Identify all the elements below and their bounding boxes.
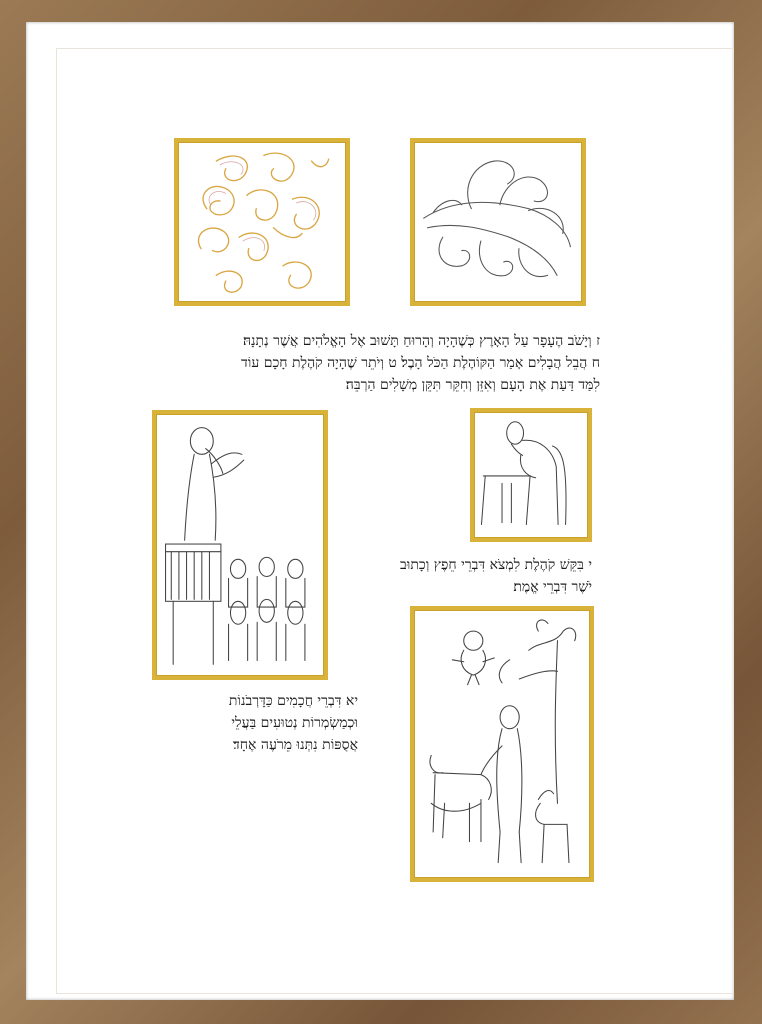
verse-10-text-1: י בִּקֵּשׁ קֹהֶלֶת לִמְצֹא דִּבְרֵי חֵפֶץ וְכָתוּב: [400, 557, 592, 573]
verse-9-continuation-line: [346, 374, 600, 396]
shepherd-drawing: [414, 610, 590, 878]
verse-11-line-1: [229, 690, 358, 712]
verse-7-text: ז וְיָשֹׁב הֶעָפָר עַל הָאָרֶץ כְּשֶׁהָיָה וְהָרוּחַ תָּשׁוּב אֶל הָאֱלֹהִים אֲשֶׁר נְתָנָהּ׃: [242, 333, 600, 349]
verse-10-line-2: [513, 576, 592, 598]
wind-swirls-drawing: [414, 142, 582, 302]
panel-golden-swirls: [174, 138, 350, 306]
verse-10-line-1: [400, 554, 592, 576]
verse-10-text-2: יֹשֶׁר דִּבְרֵי אֱמֶת׃: [513, 579, 592, 595]
verse-9-continuation-text: לִמַּד דַּעַת אֶת הָעָם וְאִזֵּן וְחִקֵּר תִּקֵּן מְשָׁלִים הַרְבֵּה׃: [345, 377, 600, 393]
panel-wind-swirls: [410, 138, 586, 306]
verse-7-line: [243, 330, 600, 352]
verse-11-text-2: וּכְמַשְׂמְרוֹת נְטוּעִים בַּעֲלֵי: [231, 715, 358, 731]
preacher-drawing: [156, 414, 324, 676]
scribe-drawing: [474, 412, 588, 538]
panel-preacher-audience: [152, 410, 328, 680]
verse-8-9-text: ח הֲבֵל הֲבָלִים אָמַר הַקּוֹהֶלֶת הַכֹּל הָבֶל׃ ט וְיֹתֵר שֶׁהָיָה קֹהֶלֶת חָכָם עוֹד: [241, 355, 600, 371]
panel-shepherd-flock: [410, 606, 594, 882]
verse-11-text-3: אֲסֻפּוֹת נִתְּנוּ מֵרֹעֶה אֶחָד׃: [233, 737, 358, 753]
verse-8-9-line: [241, 352, 600, 374]
verse-11-line-2: [231, 712, 358, 734]
verse-11-text-1: יא דִּבְרֵי חֲכָמִים כַּדָּרְבֹנוֹת: [228, 693, 358, 709]
artwork-mat: [26, 22, 734, 1000]
verse-11-line-3: [233, 734, 358, 756]
panel-scribe-writing: [470, 408, 592, 542]
golden-swirls-drawing: [178, 142, 346, 302]
